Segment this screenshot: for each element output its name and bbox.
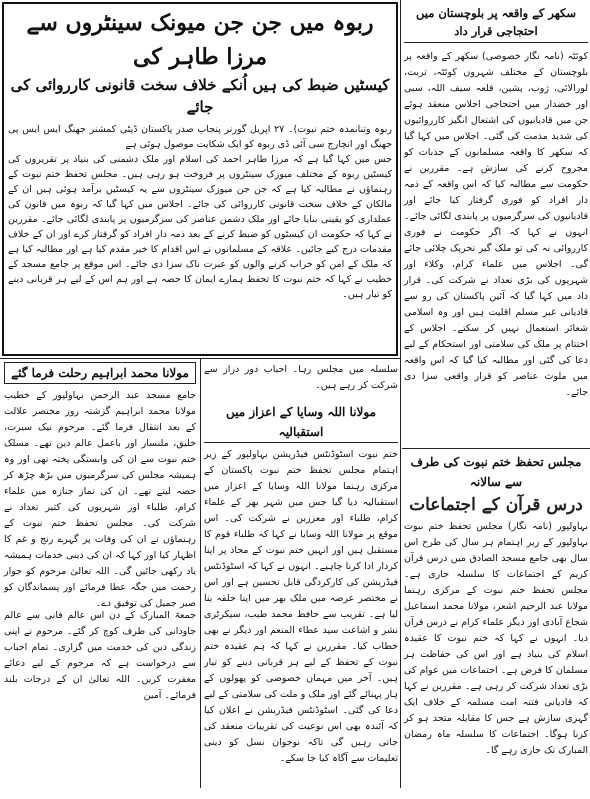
right-top-heading: سکھر کے واقعہ پر بلوچستان میں احتجاجی قرار داد bbox=[404, 4, 588, 43]
main-story-box bbox=[2, 2, 398, 356]
right-column-bottom bbox=[404, 452, 588, 786]
right-divider-h bbox=[402, 448, 590, 449]
middle-heading: مولانا اللہ وسایا کے اعزاز میں استقبالیہ bbox=[204, 402, 398, 443]
main-headline-line2: کیسٹیں ضبط کی ہیں اُنکے خلاف سخت قانونی کارروائی کی جائے bbox=[10, 76, 390, 116]
main-headline-line1: ربوہ میں جن جن میونک سینٹروں سے مرزا طاہر کی bbox=[26, 10, 374, 70]
middle-intro: سلسلہ میں مجلس رہا۔ احباب دور دراز سے شرکت کر رہے ہیں۔ bbox=[204, 364, 398, 391]
left-heading: مولانا محمد ابراہیم رحلت فرما گئے bbox=[4, 362, 196, 384]
column-divider-left bbox=[200, 358, 201, 788]
column-divider-right bbox=[400, 0, 401, 788]
main-story-body: جس میں کہا گیا ہے کہ مرزا طاہر احمد کی اسلام اور ملک دشمنی کی بنیاد پر تقریروں کی کیسٹیں ربوہ کے مختلف میوزک سینٹروں پر فروخت ہو رہی ہیں۔ مجلس تحفظ ختم نبوت کے رہنماؤں نے مطالبہ کیا ہے کہ جن جن میوزک سینٹروں سے یہ کیسٹیں برآمد ہوئی ہیں ان کے مالکان کے خلاف سخت قانونی کارروائی کی جائے۔ اجلاس میں کہا گیا کہ ربوہ میں قانون کی عملداری کو یقینی بنایا جائے اور ملک دشمن عناصر کی سرگرمیوں پر پابندی لگائی جائے۔ مقررین نے کہا کہ حکومت ان کیسٹوں کو ضبط کرنے کے بعد ذمہ دار افراد کو گرفتار کرے اور ان کے خلاف مقدمات درج کیے جائیں۔ علاقہ کے مسلمانوں نے اس اقدام کا خیر مقدم کیا ہے اور مطالبہ کیا ہے کہ ملک کے امن کو خراب کرنے والوں کو عبرت ناک سزا دی جائے۔ اس موقع پر جامع مسجد کے خطیب نے کہا کہ ختم نبوت کا تحفظ ہمارے ایمان کا حصہ ہے اور ہم اس کے لیے ہر قربانی دینے کو تیار ہیں۔ bbox=[8, 154, 392, 300]
right-bottom-body: بہاولپور (نامہ نگار) مجلس تحفظ ختم نبوت بہاولپور کے زیر اہتمام ہر سال کی طرح اس سال بھی جامع مسجد الصادق میں درس قرآن کریم کے اجتماعات کا سلسلہ جاری ہے۔ مجلس تحفظ ختم نبوت کے مرکزی رہنما مولانا عبد الرحیم اشعر، مولانا محمد اسماعیل شجاع آبادی اور دیگر علماء کرام نے درس قرآن دیا۔ انہوں نے کہا کہ ختم نبوت کا عقیدہ اسلام کی بنیاد ہے اور اس کی حفاظت ہر مسلمان کا فرض ہے۔ اجتماعات میں عوام کی بڑی تعداد شرکت کر رہی ہے۔ مقررین نے کہا کہ قادیانی فتنہ امت مسلمہ کے خلاف ایک گہری سازش ہے جس کا مقابلہ متحد ہو کر کرنا ہوگا۔ اجتماعات کا سلسلہ ماہ رمضان المبارک تک جاری رہے گا۔ bbox=[404, 521, 588, 756]
right-bottom-heading: مجلس تحفظ ختم نبوت کی طرف سے سالانہ bbox=[410, 455, 582, 489]
left-body-2: جمعۃ المبارک کے دن اس عالم فانی سے عالم جاودانی کی طرف کوچ کر گئے۔ مرحوم نے اپنی زندگی دین کی خدمت میں گزاری۔ تمام احباب سے درخواست ہے کہ مرحوم کے لیے دعائے مغفرت کریں۔ اللہ تعالیٰ ان کے درجات بلند فرمائے۔ آمین bbox=[4, 610, 196, 701]
middle-body: ختم نبوت اسٹوڈنٹس فیڈریشن بہاولپور کے زیر اہتمام مجلس تحفظ ختم نبوت پاکستان کے مرکزی رہنما مولانا اللہ وسایا کے اعزاز میں استقبالیہ دیا گیا جس میں شہر بھر کے علماء کرام، طلباء اور معززین نے شرکت کی۔ اس موقع پر مولانا اللہ وسایا نے کہا کہ طلباء قوم کا مستقبل ہیں اور انہیں ختم نبوت کے محاذ پر اپنا کردار ادا کرنا چاہیے۔ انہوں نے کہا کہ اسٹوڈنٹس فیڈریشن کی کارکردگی قابل تحسین ہے اور اس نے مختصر عرصہ میں ملک بھر میں اپنا حلقہ بنا لیا ہے۔ تقریب سے حافظ محمد طیب، سیکرٹری نشر و اشاعت سید عطاء المنعم اور دیگر نے بھی خطاب کیا۔ مقررین نے کہا کہ ہم عقیدہ ختم نبوت کے تحفظ کے لیے ہر قربانی دینے کو تیار ہیں۔ آخر میں مہمان خصوصی کو پھولوں کے ہار پہنائے گئے اور ملک و ملت کی سلامتی کے لیے دعا کی گئی۔ اسٹوڈنٹس فیڈریشن نے اعلان کیا کہ آئندہ بھی اس نوعیت کی تقریبات منعقد کی جاتی رہیں گی تاکہ نوجوان نسل کو دینی تعلیمات سے آگاہ کیا جا سکے۔ bbox=[204, 449, 398, 764]
right-top-body: کوئٹہ (نامہ نگار خصوصی) سکھر کے واقعہ پر بلوچستان کے مختلف شہروں کوئٹہ، تربت، لورالائی، ژوب، پشین، قلعہ سیف اللہ، سبی اور خضدار میں احتجاجی اجلاس منعقد ہوئے جن میں قادیانیوں کی اشتعال انگیز کارروائیوں کی شدید مذمت کی گئی۔ اجلاس میں کہا گیا کہ سکھر کا واقعہ مسلمانوں کے جذبات کو مجروح کرنے کی سازش ہے۔ مقررین نے حکومت سے مطالبہ کیا کہ اس واقعہ کے ذمہ دار افراد کو فوری گرفتار کیا جائے اور قادیانیوں کی سرگرمیوں پر پابندی لگائی جائے۔ انہوں نے کہا کہ اگر حکومت نے فوری کارروائی نہ کی تو ملک گیر تحریک چلائی جائے گی۔ اجلاس میں علماء کرام، وکلاء اور شہریوں کی بڑی تعداد نے شرکت کی۔ قرار داد میں کہا گیا کہ آئین پاکستان کی رو سے قادیانی غیر مسلم اقلیت ہیں اور وہ اسلامی شعائر استعمال نہیں کر سکتے۔ اجلاس کے اختتام پر ملک کی سلامتی اور استحکام کے لیے دعا کی گئی اور مطالبہ کیا گیا کہ اس واقعہ میں ملوث عناصر کو قرار واقعی سزا دی جائے۔ bbox=[404, 51, 588, 398]
left-column bbox=[4, 362, 196, 786]
right-column-top bbox=[404, 4, 588, 448]
middle-column bbox=[204, 362, 398, 786]
right-bottom-subheading: درس قرآن کے اجتماعات bbox=[409, 495, 583, 515]
left-body: جامع مسجد عبد الرحمن بہاولپور کے خطیب مولانا محمد ابراہیم گزشتہ روز مختصر علالت کے بعد انتقال فرما گئے۔ مرحوم نیک سیرت، خلیق، ملنسار اور باعمل عالم دین تھے۔ مسلک ختم نبوت سے ان کی وابستگی پختہ تھی اور وہ ہمیشہ مجلس کی سرگرمیوں میں بڑھ چڑھ کر حصہ لیتے تھے۔ ان کی نماز جنازہ میں علماء کرام، طلباء اور شہریوں کی کثیر تعداد نے شرکت کی۔ مجلس تحفظ ختم نبوت کے رہنماؤں نے ان کی وفات پر گہرے رنج و غم کا اظہار کیا اور کہا کہ ان کی دینی خدمات ہمیشہ یاد رکھی جائیں گی۔ اللہ تعالیٰ مرحوم کو جوار رحمت میں جگہ عطا فرمائے اور پسماندگان کو صبر جمیل کی توفیق دے۔ bbox=[4, 390, 196, 609]
main-story-dateline: ربوہ وتنانمدہ ختم نبوت)۔ ۲۷ اپریل گورنر پنجاب صدر پاکستان ڈپٹی کمشنر جھنگ ایس ایس پی جھنگ اور انچارج سی آئی ڈی ربوہ کو ایک شکایت موصول ہوئی ہے bbox=[8, 124, 392, 150]
